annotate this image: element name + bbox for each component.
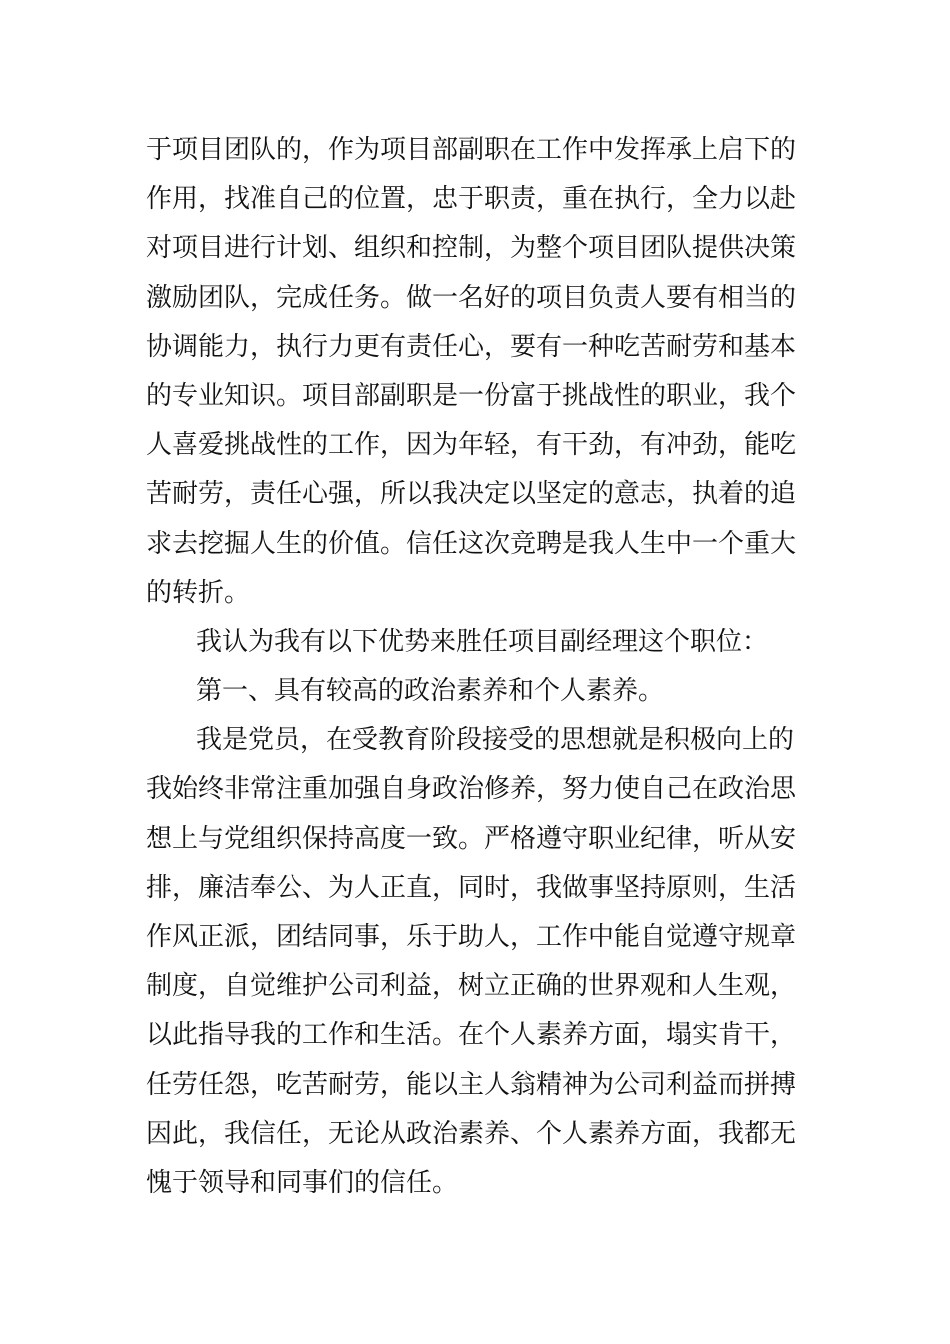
text-line: 激励团队，完成任务。做一名好的项目负责人要有相当的 <box>146 282 797 313</box>
text-line: 苦耐劳，责任心强，所以我决定以坚定的意志，执着的追 <box>146 479 797 510</box>
text-line: 作风正派，团结同事，乐于助人，工作中能自觉遵守规章 <box>146 922 797 952</box>
text-line: 作用，找准自己的位置，忠于职责，重在执行，全力以赴 <box>146 184 797 215</box>
paragraph-first-line: 我认为我有以下优势来胜任项目副经理这个职位： <box>196 626 769 657</box>
text-line: 求去挖掘人生的价值。信任这次竞聘是我人生中一个重大 <box>146 528 797 559</box>
section-heading: 第一、具有较高的政治素养和个人素养。 <box>196 676 665 707</box>
text-line: 的转折。 <box>146 577 251 608</box>
text-line: 对项目进行计划、组织和控制，为整个项目团队提供决策 <box>146 233 797 264</box>
text-line: 制度，自觉维护公司利益，树立正确的世界观和人生观， <box>146 971 797 1002</box>
text-line: 任劳任怨，吃苦耐劳，能以主人翁精神为公司利益而拼搏 <box>146 1069 797 1100</box>
text-line: 排，廉洁奉公、为人正直，同时，我做事坚持原则，生活 <box>146 872 797 903</box>
document-body <box>146 126 816 1208</box>
paragraph-first-line: 我是党员，在受教育阶段接受的思想就是积极向上的 <box>196 725 795 756</box>
text-line: 于项目团队的，作为项目部副职在工作中发挥承上启下的 <box>146 135 797 165</box>
text-line: 我始终非常注重加强自身政治修养，努力使自己在政治思 <box>146 774 797 805</box>
text-line: 因此，我信任，无论从政治素养、个人素养方面，我都无 <box>146 1118 797 1149</box>
text-line: 协调能力，执行力更有责任心，要有一种吃苦耐劳和基本 <box>146 331 797 362</box>
text-line: 以此指导我的工作和生活。在个人素养方面，塌实肯干， <box>146 1020 797 1051</box>
text-line: 愧于领导和同事们的信任。 <box>146 1167 459 1198</box>
text-line: 的专业知识。项目部副职是一份富于挑战性的职业，我个 <box>146 380 797 411</box>
text-line: 想上与党组织保持高度一致。严格遵守职业纪律，听从安 <box>146 823 797 854</box>
text-line: 人喜爱挑战性的工作，因为年轻，有干劲，有冲劲，能吃 <box>146 430 797 461</box>
